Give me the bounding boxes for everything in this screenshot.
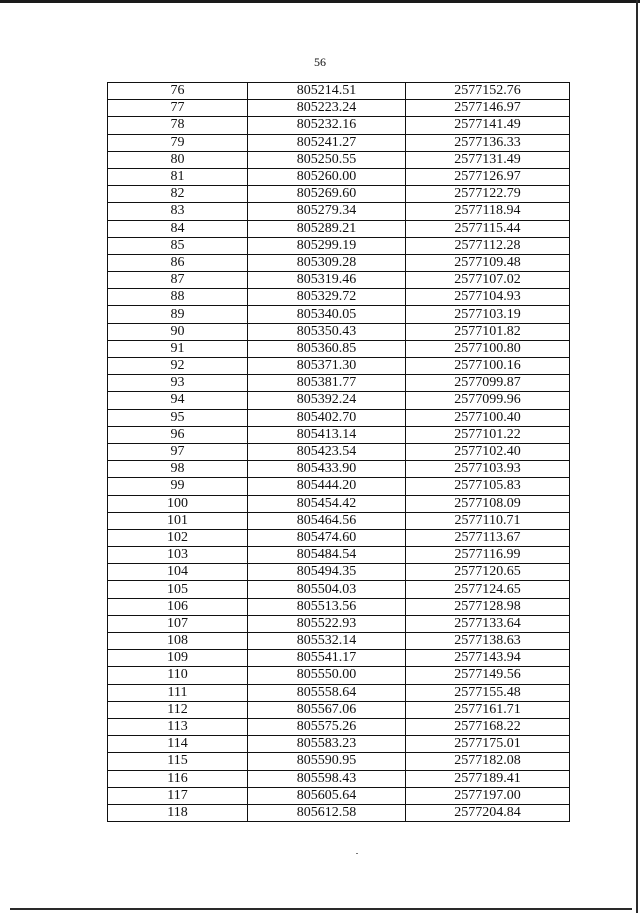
x-coordinate-cell: 805360.85: [248, 340, 406, 357]
point-number-cell: 81: [108, 168, 248, 185]
table-row: [108, 340, 570, 357]
x-coordinate-cell: 805532.14: [248, 633, 406, 650]
table-row: [108, 426, 570, 443]
page-bottom-edge: [10, 908, 632, 910]
point-number-cell: 97: [108, 443, 248, 460]
point-number-cell: 94: [108, 392, 248, 409]
table-row: [108, 598, 570, 615]
y-coordinate-cell: 2577133.64: [406, 615, 570, 632]
table-row: [108, 667, 570, 684]
table-row: [108, 392, 570, 409]
point-number-cell: 103: [108, 547, 248, 564]
x-coordinate-cell: 805550.00: [248, 667, 406, 684]
y-coordinate-cell: 2577161.71: [406, 701, 570, 718]
x-coordinate-cell: 805444.20: [248, 478, 406, 495]
x-coordinate-cell: 805371.30: [248, 358, 406, 375]
y-coordinate-cell: 2577189.41: [406, 770, 570, 787]
x-coordinate-cell: 805260.00: [248, 168, 406, 185]
coordinates-table-body: [108, 83, 570, 822]
table-row: [108, 443, 570, 460]
point-number-cell: 95: [108, 409, 248, 426]
y-coordinate-cell: 2577100.16: [406, 358, 570, 375]
point-number-cell: 78: [108, 117, 248, 134]
x-coordinate-cell: 805567.06: [248, 701, 406, 718]
y-coordinate-cell: 2577104.93: [406, 289, 570, 306]
x-coordinate-cell: 805575.26: [248, 718, 406, 735]
x-coordinate-cell: 805583.23: [248, 736, 406, 753]
y-coordinate-cell: 2577197.00: [406, 787, 570, 804]
x-coordinate-cell: 805605.64: [248, 787, 406, 804]
point-number-cell: 99: [108, 478, 248, 495]
y-coordinate-cell: 2577138.63: [406, 633, 570, 650]
table-row: [108, 787, 570, 804]
y-coordinate-cell: 2577146.97: [406, 100, 570, 117]
table-row: [108, 753, 570, 770]
table-row: [108, 254, 570, 271]
point-number-cell: 85: [108, 237, 248, 254]
y-coordinate-cell: 2577110.71: [406, 512, 570, 529]
x-coordinate-cell: 805464.56: [248, 512, 406, 529]
table-row: [108, 168, 570, 185]
x-coordinate-cell: 805223.24: [248, 100, 406, 117]
y-coordinate-cell: 2577152.76: [406, 83, 570, 100]
x-coordinate-cell: 805279.34: [248, 203, 406, 220]
table-row: [108, 701, 570, 718]
y-coordinate-cell: 2577168.22: [406, 718, 570, 735]
y-coordinate-cell: 2577175.01: [406, 736, 570, 753]
y-coordinate-cell: 2577115.44: [406, 220, 570, 237]
point-number-cell: 108: [108, 633, 248, 650]
x-coordinate-cell: 805340.05: [248, 306, 406, 323]
point-number-cell: 111: [108, 684, 248, 701]
y-coordinate-cell: 2577149.56: [406, 667, 570, 684]
point-number-cell: 116: [108, 770, 248, 787]
y-coordinate-cell: 2577102.40: [406, 443, 570, 460]
y-coordinate-cell: 2577118.94: [406, 203, 570, 220]
point-number-cell: 98: [108, 461, 248, 478]
table-row: [108, 220, 570, 237]
table-row: [108, 100, 570, 117]
table-row: [108, 512, 570, 529]
x-coordinate-cell: 805250.55: [248, 151, 406, 168]
y-coordinate-cell: 2577113.67: [406, 529, 570, 546]
page-number: 56: [314, 55, 326, 69]
y-coordinate-cell: 2577128.98: [406, 598, 570, 615]
x-coordinate-cell: 805392.24: [248, 392, 406, 409]
y-coordinate-cell: 2577099.87: [406, 375, 570, 392]
point-number-cell: 115: [108, 753, 248, 770]
table-row: [108, 650, 570, 667]
point-number-cell: 114: [108, 736, 248, 753]
y-coordinate-cell: 2577108.09: [406, 495, 570, 512]
y-coordinate-cell: 2577099.96: [406, 392, 570, 409]
point-number-cell: 117: [108, 787, 248, 804]
y-coordinate-cell: 2577120.65: [406, 564, 570, 581]
x-coordinate-cell: 805484.54: [248, 547, 406, 564]
table-row: [108, 117, 570, 134]
y-coordinate-cell: 2577182.08: [406, 753, 570, 770]
point-number-cell: 82: [108, 186, 248, 203]
x-coordinate-cell: 805309.28: [248, 254, 406, 271]
y-coordinate-cell: 2577131.49: [406, 151, 570, 168]
table-row: [108, 529, 570, 546]
x-coordinate-cell: 805423.54: [248, 443, 406, 460]
table-row: [108, 736, 570, 753]
x-coordinate-cell: 805329.72: [248, 289, 406, 306]
y-coordinate-cell: 2577124.65: [406, 581, 570, 598]
y-coordinate-cell: 2577101.22: [406, 426, 570, 443]
y-coordinate-cell: 2577100.80: [406, 340, 570, 357]
y-coordinate-cell: 2577141.49: [406, 117, 570, 134]
x-coordinate-cell: 805402.70: [248, 409, 406, 426]
point-number-cell: 105: [108, 581, 248, 598]
table-row: [108, 375, 570, 392]
y-coordinate-cell: 2577136.33: [406, 134, 570, 151]
table-row: [108, 581, 570, 598]
point-number-cell: 118: [108, 804, 248, 821]
point-number-cell: 110: [108, 667, 248, 684]
scan-speck: [356, 853, 358, 854]
y-coordinate-cell: 2577107.02: [406, 272, 570, 289]
point-number-cell: 92: [108, 358, 248, 375]
x-coordinate-cell: 805319.46: [248, 272, 406, 289]
y-coordinate-cell: 2577204.84: [406, 804, 570, 821]
x-coordinate-cell: 805504.03: [248, 581, 406, 598]
point-number-cell: 77: [108, 100, 248, 117]
y-coordinate-cell: 2577109.48: [406, 254, 570, 271]
page-top-edge: [0, 0, 640, 3]
point-number-cell: 100: [108, 495, 248, 512]
y-coordinate-cell: 2577101.82: [406, 323, 570, 340]
table-row: [108, 151, 570, 168]
table-row: [108, 615, 570, 632]
table-row: [108, 495, 570, 512]
x-coordinate-cell: 805232.16: [248, 117, 406, 134]
point-number-cell: 109: [108, 650, 248, 667]
table-row: [108, 478, 570, 495]
point-number-cell: 89: [108, 306, 248, 323]
table-row: [108, 547, 570, 564]
page-right-edge: [636, 0, 638, 913]
table-row: [108, 409, 570, 426]
point-number-cell: 80: [108, 151, 248, 168]
point-number-cell: 113: [108, 718, 248, 735]
y-coordinate-cell: 2577155.48: [406, 684, 570, 701]
y-coordinate-cell: 2577116.99: [406, 547, 570, 564]
point-number-cell: 107: [108, 615, 248, 632]
x-coordinate-cell: 805494.35: [248, 564, 406, 581]
point-number-cell: 104: [108, 564, 248, 581]
y-coordinate-cell: 2577122.79: [406, 186, 570, 203]
table-row: [108, 134, 570, 151]
x-coordinate-cell: 805269.60: [248, 186, 406, 203]
x-coordinate-cell: 805413.14: [248, 426, 406, 443]
table-row: [108, 358, 570, 375]
table-row: [108, 323, 570, 340]
x-coordinate-cell: 805558.64: [248, 684, 406, 701]
table-row: [108, 237, 570, 254]
y-coordinate-cell: 2577105.83: [406, 478, 570, 495]
table-row: [108, 272, 570, 289]
point-number-cell: 76: [108, 83, 248, 100]
y-coordinate-cell: 2577143.94: [406, 650, 570, 667]
x-coordinate-cell: 805590.95: [248, 753, 406, 770]
table-row: [108, 564, 570, 581]
x-coordinate-cell: 805289.21: [248, 220, 406, 237]
x-coordinate-cell: 805381.77: [248, 375, 406, 392]
point-number-cell: 79: [108, 134, 248, 151]
point-number-cell: 90: [108, 323, 248, 340]
point-number-cell: 87: [108, 272, 248, 289]
point-number-cell: 83: [108, 203, 248, 220]
y-coordinate-cell: 2577103.19: [406, 306, 570, 323]
point-number-cell: 88: [108, 289, 248, 306]
x-coordinate-cell: 805214.51: [248, 83, 406, 100]
point-number-cell: 112: [108, 701, 248, 718]
table-row: [108, 718, 570, 735]
x-coordinate-cell: 805522.93: [248, 615, 406, 632]
x-coordinate-cell: 805299.19: [248, 237, 406, 254]
table-row: [108, 306, 570, 323]
table-row: [108, 684, 570, 701]
point-number-cell: 86: [108, 254, 248, 271]
point-number-cell: 84: [108, 220, 248, 237]
coordinates-table: [107, 82, 570, 822]
x-coordinate-cell: 805598.43: [248, 770, 406, 787]
y-coordinate-cell: 2577100.40: [406, 409, 570, 426]
x-coordinate-cell: 805350.43: [248, 323, 406, 340]
x-coordinate-cell: 805612.58: [248, 804, 406, 821]
point-number-cell: 96: [108, 426, 248, 443]
x-coordinate-cell: 805474.60: [248, 529, 406, 546]
point-number-cell: 93: [108, 375, 248, 392]
point-number-cell: 102: [108, 529, 248, 546]
x-coordinate-cell: 805454.42: [248, 495, 406, 512]
table-row: [108, 186, 570, 203]
y-coordinate-cell: 2577126.97: [406, 168, 570, 185]
table-row: [108, 83, 570, 100]
table-row: [108, 289, 570, 306]
table-row: [108, 804, 570, 821]
point-number-cell: 101: [108, 512, 248, 529]
y-coordinate-cell: 2577112.28: [406, 237, 570, 254]
x-coordinate-cell: 805241.27: [248, 134, 406, 151]
table-row: [108, 770, 570, 787]
table-row: [108, 461, 570, 478]
x-coordinate-cell: 805513.56: [248, 598, 406, 615]
y-coordinate-cell: 2577103.93: [406, 461, 570, 478]
x-coordinate-cell: 805433.90: [248, 461, 406, 478]
table-row: [108, 203, 570, 220]
point-number-cell: 91: [108, 340, 248, 357]
point-number-cell: 106: [108, 598, 248, 615]
table-row: [108, 633, 570, 650]
x-coordinate-cell: 805541.17: [248, 650, 406, 667]
